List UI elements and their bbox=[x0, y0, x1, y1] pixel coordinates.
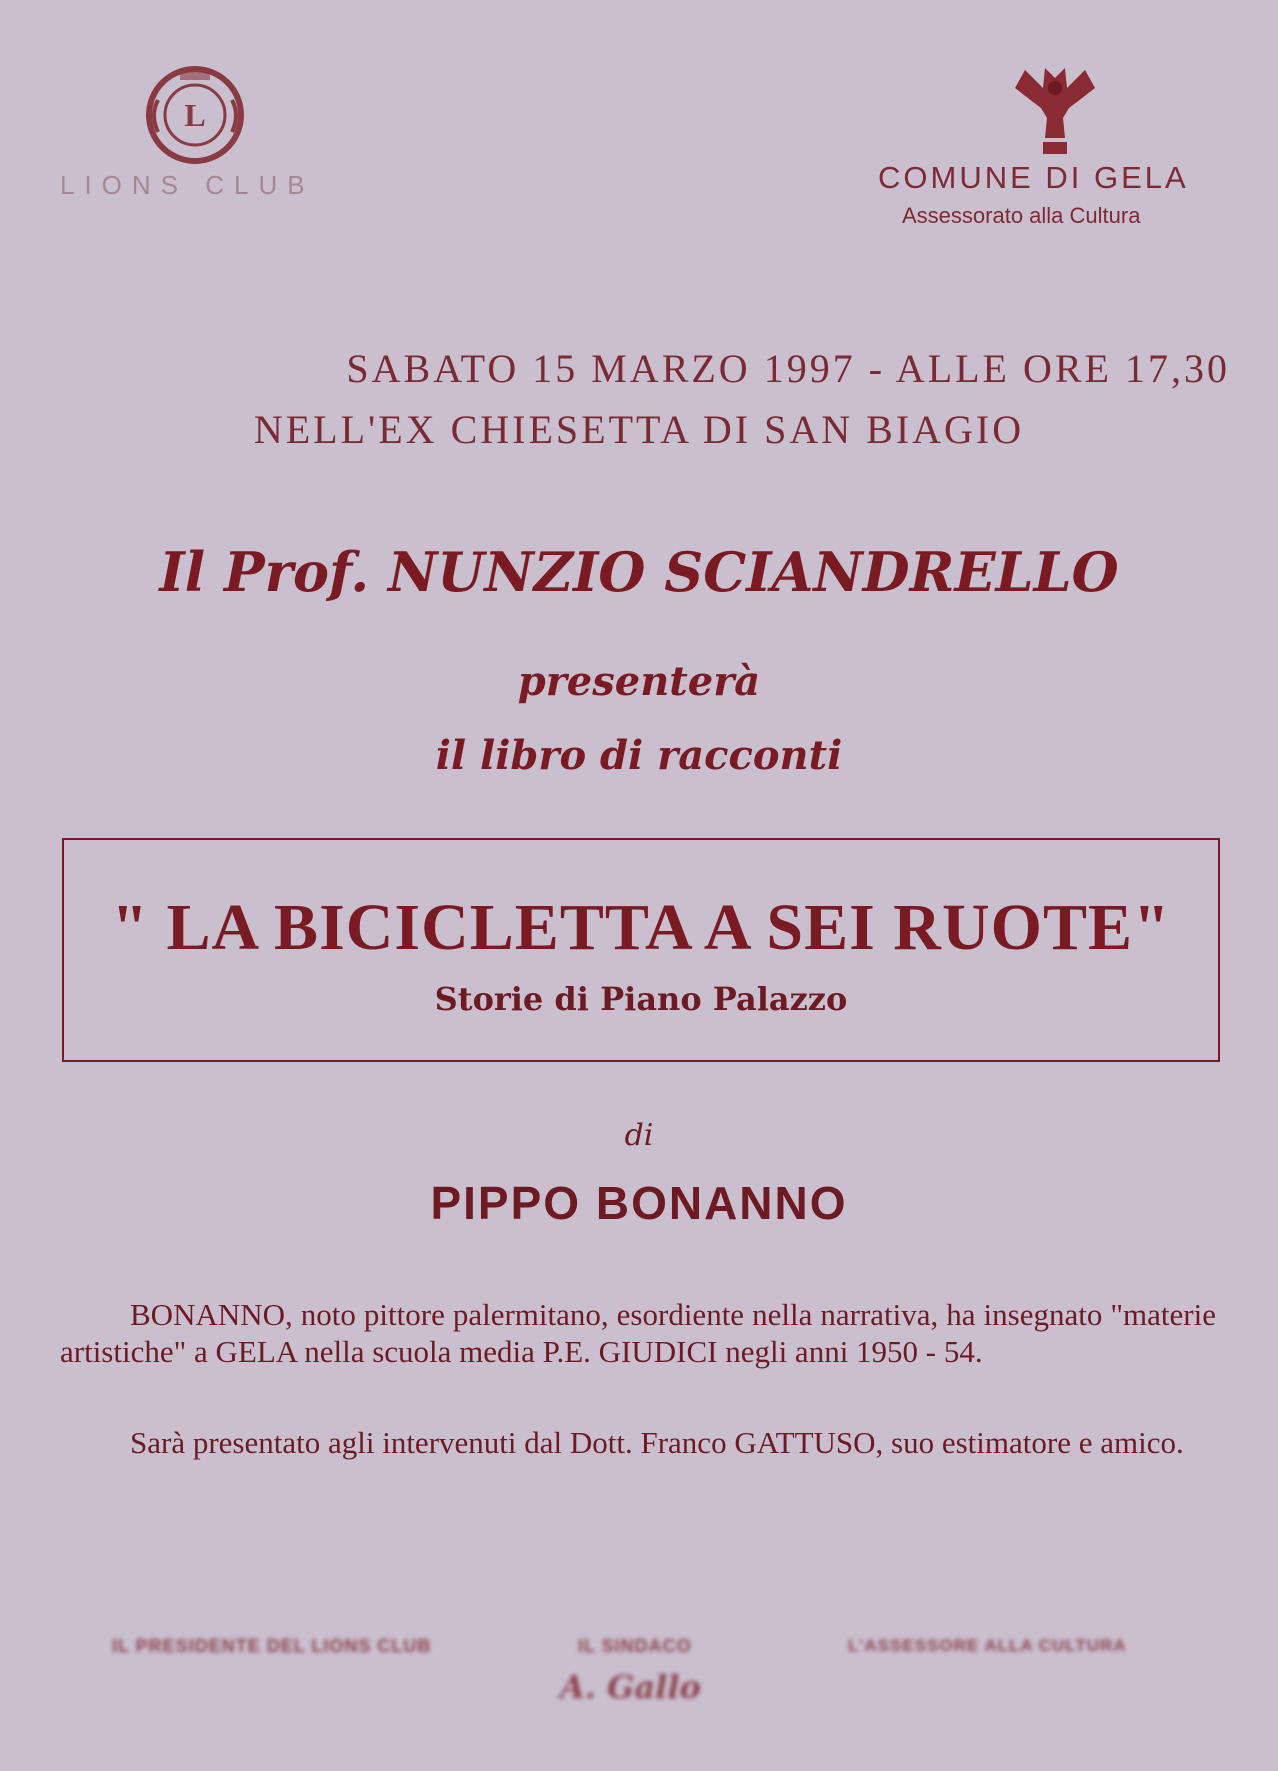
book-title-box bbox=[62, 838, 1220, 1062]
eagle-crest-icon bbox=[1005, 58, 1105, 158]
body-paragraph: BONANNO, noto pittore palermitano, esordiente nella narrativa, ha insegnato "materie artistiche" a GELA nella scuola media P.E. GIUDICI negli anni 1950 - 54. bbox=[60, 1297, 1216, 1369]
lions-club-emblem-icon bbox=[140, 60, 250, 170]
signature-center-title: IL SINDACO bbox=[578, 1636, 692, 1656]
author-name: PIPPO BONANNO bbox=[430, 1177, 848, 1229]
svg-text:L: L bbox=[184, 97, 206, 133]
signature-left-title: IL PRESIDENTE DEL LIONS CLUB bbox=[112, 1636, 432, 1656]
book-title: " LA BICICLETTA A SEI RUOTE" bbox=[111, 891, 1171, 964]
event-place: NELL'EX CHIESETTA DI SAN BIAGIO bbox=[253, 407, 1025, 452]
presenter-name: Il Prof. NUNZIO SCIANDRELLO bbox=[159, 540, 1119, 604]
book-type: il libro di racconti bbox=[435, 732, 843, 779]
comune-subtitle: Assessorato alla Cultura bbox=[902, 203, 1141, 228]
book-subtitle: Storie di Piano Palazzo bbox=[434, 980, 848, 1018]
lions-club-label: LIONS CLUB bbox=[60, 170, 315, 200]
event-date: SABATO 15 MARZO 1997 - ALLE ORE 17,30 bbox=[346, 346, 1230, 391]
body-paragraph: Sarà presentato agli intervenuti dal Dott. Franco GATTUSO, suo estimatore e amico. bbox=[130, 1425, 1184, 1460]
signature-right-title: L'ASSESSORE ALLA CULTURA bbox=[848, 1636, 1127, 1655]
author-preposition: di bbox=[624, 1118, 654, 1153]
presenter-verb: presenterà bbox=[517, 658, 761, 705]
signature-center-name: A. Gallo bbox=[560, 1668, 701, 1706]
comune-title: COMUNE DI GELA bbox=[878, 160, 1189, 195]
